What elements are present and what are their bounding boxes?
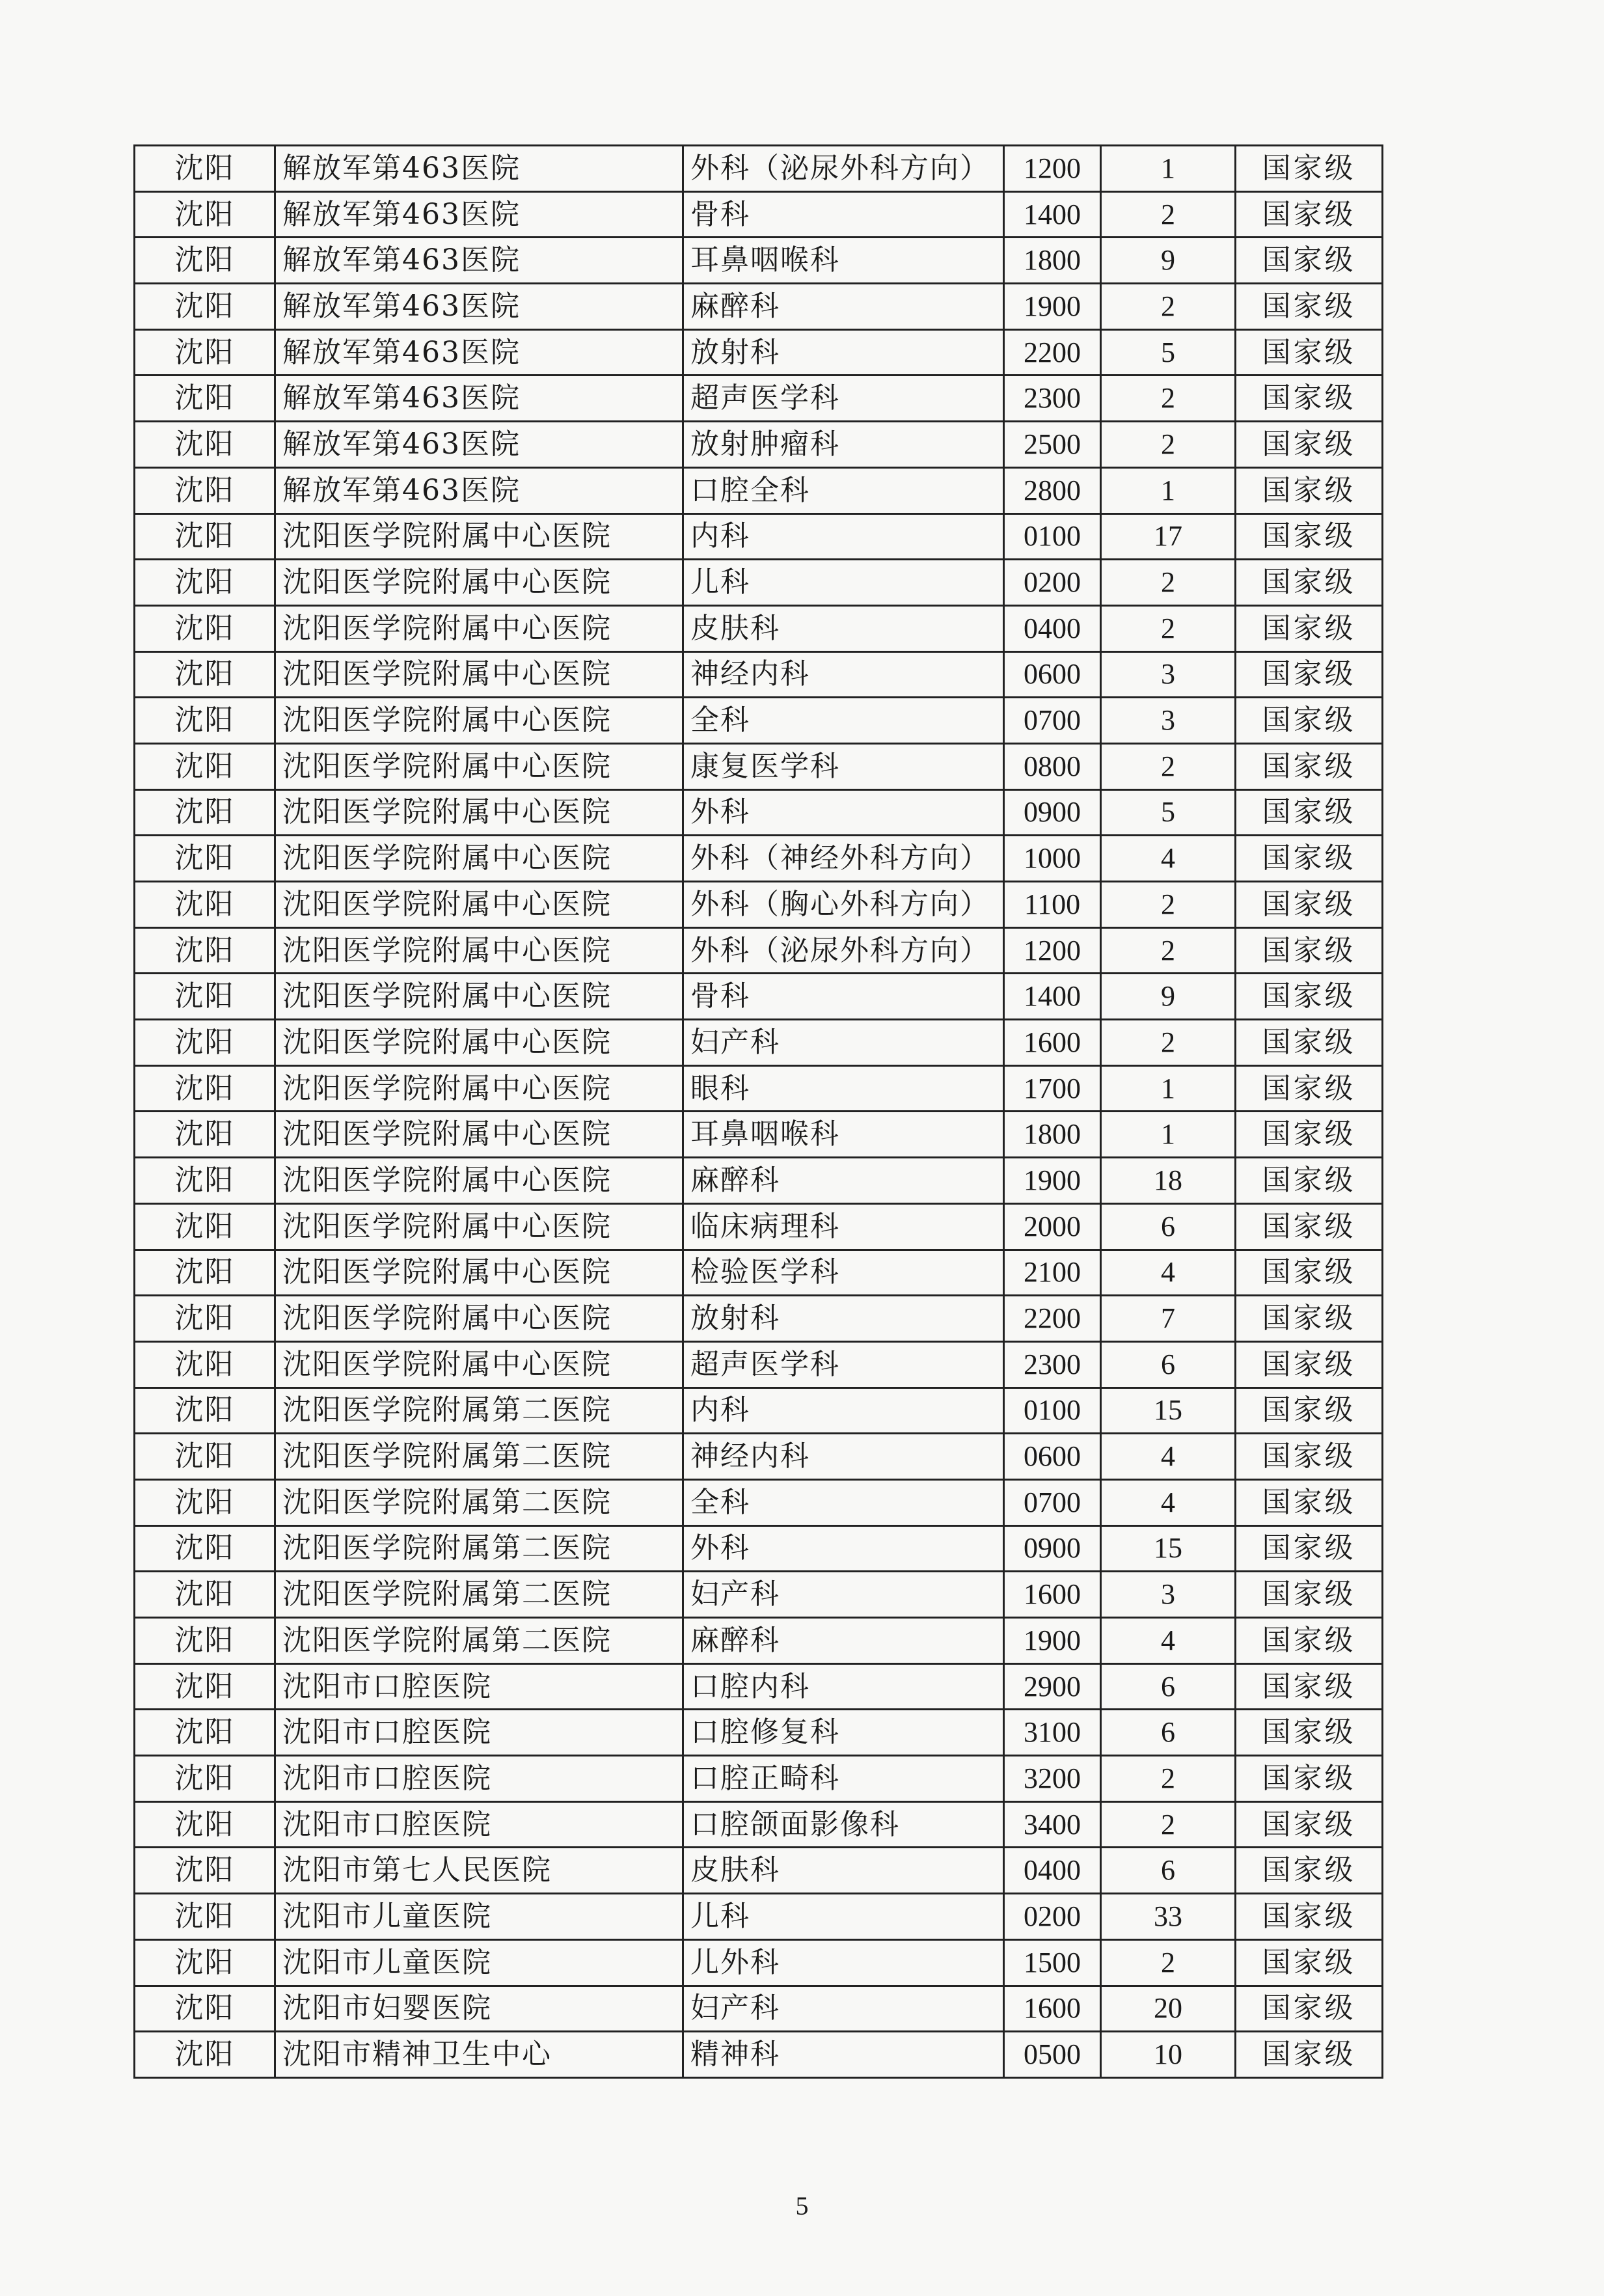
- hospital-name-cell: 沈阳市口腔医院: [275, 1710, 683, 1756]
- hospital-name-cell: 沈阳医学院附属中心医院: [275, 1065, 683, 1112]
- specialty-code-cell: 1600: [1004, 1020, 1101, 1066]
- table-row: [135, 1710, 1383, 1756]
- city-cell: 沈阳: [135, 1112, 275, 1158]
- table-row: [135, 1296, 1383, 1342]
- quota-cell: 2: [1101, 191, 1236, 238]
- training-base-table: [133, 144, 1383, 2079]
- table-row: [135, 789, 1383, 836]
- quota-cell: 4: [1101, 1250, 1236, 1296]
- table-body: [135, 146, 1383, 2078]
- table-row: [135, 329, 1383, 376]
- hospital-name-cell: 沈阳医学院附属第二医院: [275, 1525, 683, 1572]
- level-cell: 国家级: [1236, 422, 1383, 468]
- specialty-code-cell: 0400: [1004, 605, 1101, 651]
- specialty-code-cell: 3400: [1004, 1801, 1101, 1848]
- specialty-code-cell: 1500: [1004, 1939, 1101, 1986]
- level-cell: 国家级: [1236, 467, 1383, 513]
- hospital-name-cell: 沈阳医学院附属第二医院: [275, 1618, 683, 1664]
- specialty-cell: 全科: [683, 698, 1004, 744]
- level-cell: 国家级: [1236, 882, 1383, 928]
- quota-cell: 6: [1101, 1710, 1236, 1756]
- specialty-cell: 儿外科: [683, 1939, 1004, 1986]
- hospital-name-cell: 沈阳医学院附属第二医院: [275, 1572, 683, 1618]
- quota-cell: 2: [1101, 882, 1236, 928]
- specialty-cell: 临床病理科: [683, 1203, 1004, 1250]
- specialty-code-cell: 2200: [1004, 1296, 1101, 1342]
- quota-cell: 17: [1101, 513, 1236, 560]
- level-cell: 国家级: [1236, 1986, 1383, 2032]
- specialty-cell: 麻醉科: [683, 1158, 1004, 1204]
- level-cell: 国家级: [1236, 560, 1383, 606]
- city-cell: 沈阳: [135, 1158, 275, 1204]
- level-cell: 国家级: [1236, 743, 1383, 789]
- quota-cell: 4: [1101, 1434, 1236, 1480]
- specialty-code-cell: 0100: [1004, 513, 1101, 560]
- table-row: [135, 1112, 1383, 1158]
- table-row: [135, 1020, 1383, 1066]
- specialty-cell: 口腔正畸科: [683, 1756, 1004, 1802]
- specialty-cell: 眼科: [683, 1065, 1004, 1112]
- city-cell: 沈阳: [135, 1387, 275, 1434]
- table-row: [135, 1939, 1383, 1986]
- specialty-cell: 超声医学科: [683, 376, 1004, 422]
- hospital-name-cell: 沈阳医学院附属中心医院: [275, 1112, 683, 1158]
- level-cell: 国家级: [1236, 1572, 1383, 1618]
- table-row: [135, 836, 1383, 882]
- hospital-name-cell: 解放军第463医院: [275, 422, 683, 468]
- table-row: [135, 376, 1383, 422]
- hospital-name-cell: 沈阳医学院附属中心医院: [275, 560, 683, 606]
- table-row: [135, 1158, 1383, 1204]
- quota-cell: 15: [1101, 1525, 1236, 1572]
- specialty-code-cell: 0700: [1004, 1479, 1101, 1525]
- hospital-name-cell: 沈阳医学院附属中心医院: [275, 605, 683, 651]
- quota-cell: 3: [1101, 1572, 1236, 1618]
- hospital-name-cell: 解放军第463医院: [275, 146, 683, 192]
- specialty-cell: 内科: [683, 1387, 1004, 1434]
- quota-cell: 2: [1101, 1801, 1236, 1848]
- specialty-cell: 外科（泌尿外科方向）: [683, 927, 1004, 974]
- city-cell: 沈阳: [135, 560, 275, 606]
- table-row: [135, 513, 1383, 560]
- hospital-name-cell: 沈阳医学院附属中心医院: [275, 1158, 683, 1204]
- specialty-code-cell: 0200: [1004, 560, 1101, 606]
- specialty-cell: 妇产科: [683, 1020, 1004, 1066]
- specialty-cell: 全科: [683, 1479, 1004, 1525]
- level-cell: 国家级: [1236, 1801, 1383, 1848]
- specialty-cell: 麻醉科: [683, 1618, 1004, 1664]
- city-cell: 沈阳: [135, 1479, 275, 1525]
- hospital-name-cell: 沈阳医学院附属中心医院: [275, 882, 683, 928]
- quota-cell: 5: [1101, 789, 1236, 836]
- specialty-code-cell: 1900: [1004, 1158, 1101, 1204]
- specialty-cell: 口腔修复科: [683, 1710, 1004, 1756]
- quota-cell: 2: [1101, 1939, 1236, 1986]
- city-cell: 沈阳: [135, 1801, 275, 1848]
- specialty-code-cell: 2900: [1004, 1663, 1101, 1710]
- level-cell: 国家级: [1236, 605, 1383, 651]
- table-row: [135, 743, 1383, 789]
- city-cell: 沈阳: [135, 1756, 275, 1802]
- specialty-code-cell: 1200: [1004, 146, 1101, 192]
- hospital-name-cell: 沈阳医学院附属中心医院: [275, 651, 683, 698]
- table-row: [135, 238, 1383, 284]
- city-cell: 沈阳: [135, 238, 275, 284]
- specialty-code-cell: 0800: [1004, 743, 1101, 789]
- hospital-name-cell: 沈阳医学院附属中心医院: [275, 698, 683, 744]
- level-cell: 国家级: [1236, 1387, 1383, 1434]
- specialty-cell: 检验医学科: [683, 1250, 1004, 1296]
- specialty-cell: 口腔全科: [683, 467, 1004, 513]
- table-row: [135, 284, 1383, 330]
- table-row: [135, 1434, 1383, 1480]
- hospital-name-cell: 沈阳医学院附属第二医院: [275, 1387, 683, 1434]
- quota-cell: 6: [1101, 1341, 1236, 1387]
- specialty-code-cell: 0700: [1004, 698, 1101, 744]
- specialty-cell: 耳鼻咽喉科: [683, 1112, 1004, 1158]
- level-cell: 国家级: [1236, 651, 1383, 698]
- city-cell: 沈阳: [135, 146, 275, 192]
- hospital-name-cell: 沈阳市妇婴医院: [275, 1986, 683, 2032]
- city-cell: 沈阳: [135, 1525, 275, 1572]
- level-cell: 国家级: [1236, 1434, 1383, 1480]
- hospital-name-cell: 解放军第463医院: [275, 238, 683, 284]
- city-cell: 沈阳: [135, 789, 275, 836]
- hospital-name-cell: 沈阳市精神卫生中心: [275, 2032, 683, 2078]
- specialty-code-cell: 2500: [1004, 422, 1101, 468]
- table-row: [135, 1756, 1383, 1802]
- specialty-code-cell: 2000: [1004, 1203, 1101, 1250]
- quota-cell: 2: [1101, 743, 1236, 789]
- hospital-name-cell: 沈阳市口腔医院: [275, 1663, 683, 1710]
- city-cell: 沈阳: [135, 1663, 275, 1710]
- city-cell: 沈阳: [135, 422, 275, 468]
- level-cell: 国家级: [1236, 191, 1383, 238]
- city-cell: 沈阳: [135, 329, 275, 376]
- table-row: [135, 1065, 1383, 1112]
- specialty-cell: 康复医学科: [683, 743, 1004, 789]
- quota-cell: 33: [1101, 1894, 1236, 1940]
- specialty-code-cell: 0600: [1004, 651, 1101, 698]
- hospital-name-cell: 解放军第463医院: [275, 284, 683, 330]
- quota-cell: 3: [1101, 698, 1236, 744]
- level-cell: 国家级: [1236, 513, 1383, 560]
- level-cell: 国家级: [1236, 1112, 1383, 1158]
- quota-cell: 1: [1101, 1065, 1236, 1112]
- quota-cell: 5: [1101, 329, 1236, 376]
- specialty-code-cell: 0100: [1004, 1387, 1101, 1434]
- table-row: [135, 605, 1383, 651]
- city-cell: 沈阳: [135, 2032, 275, 2078]
- city-cell: 沈阳: [135, 1939, 275, 1986]
- table-row: [135, 927, 1383, 974]
- hospital-name-cell: 沈阳医学院附属中心医院: [275, 1296, 683, 1342]
- specialty-code-cell: 0400: [1004, 1848, 1101, 1894]
- city-cell: 沈阳: [135, 836, 275, 882]
- specialty-cell: 放射科: [683, 329, 1004, 376]
- city-cell: 沈阳: [135, 1250, 275, 1296]
- specialty-code-cell: 2100: [1004, 1250, 1101, 1296]
- level-cell: 国家级: [1236, 1479, 1383, 1525]
- city-cell: 沈阳: [135, 1020, 275, 1066]
- hospital-name-cell: 解放军第463医院: [275, 467, 683, 513]
- hospital-name-cell: 沈阳医学院附属中心医院: [275, 1203, 683, 1250]
- specialty-cell: 放射科: [683, 1296, 1004, 1342]
- hospital-name-cell: 沈阳市第七人民医院: [275, 1848, 683, 1894]
- table-row: [135, 974, 1383, 1020]
- table-row: [135, 422, 1383, 468]
- specialty-cell: 耳鼻咽喉科: [683, 238, 1004, 284]
- city-cell: 沈阳: [135, 927, 275, 974]
- table-row: [135, 651, 1383, 698]
- quota-cell: 4: [1101, 1618, 1236, 1664]
- specialty-cell: 超声医学科: [683, 1341, 1004, 1387]
- level-cell: 国家级: [1236, 238, 1383, 284]
- hospital-name-cell: 沈阳市儿童医院: [275, 1939, 683, 1986]
- city-cell: 沈阳: [135, 1341, 275, 1387]
- table-row: [135, 560, 1383, 606]
- specialty-code-cell: 3200: [1004, 1756, 1101, 1802]
- table-row: [135, 1525, 1383, 1572]
- level-cell: 国家级: [1236, 789, 1383, 836]
- specialty-cell: 儿科: [683, 560, 1004, 606]
- table-row: [135, 2032, 1383, 2078]
- hospital-name-cell: 沈阳市儿童医院: [275, 1894, 683, 1940]
- table-row: [135, 1894, 1383, 1940]
- specialty-code-cell: 2200: [1004, 329, 1101, 376]
- level-cell: 国家级: [1236, 1894, 1383, 1940]
- specialty-code-cell: 1600: [1004, 1986, 1101, 2032]
- hospital-name-cell: 沈阳市口腔医院: [275, 1801, 683, 1848]
- specialty-code-cell: 1400: [1004, 191, 1101, 238]
- city-cell: 沈阳: [135, 1572, 275, 1618]
- city-cell: 沈阳: [135, 376, 275, 422]
- quota-cell: 4: [1101, 1479, 1236, 1525]
- table-row: [135, 882, 1383, 928]
- level-cell: 国家级: [1236, 1663, 1383, 1710]
- specialty-code-cell: 3100: [1004, 1710, 1101, 1756]
- quota-cell: 2: [1101, 927, 1236, 974]
- level-cell: 国家级: [1236, 146, 1383, 192]
- quota-cell: 2: [1101, 376, 1236, 422]
- specialty-code-cell: 2300: [1004, 376, 1101, 422]
- table-row: [135, 1986, 1383, 2032]
- table-row: [135, 1341, 1383, 1387]
- quota-cell: 9: [1101, 974, 1236, 1020]
- city-cell: 沈阳: [135, 1203, 275, 1250]
- table-row: [135, 698, 1383, 744]
- city-cell: 沈阳: [135, 191, 275, 238]
- table-row: [135, 1572, 1383, 1618]
- quota-cell: 18: [1101, 1158, 1236, 1204]
- hospital-name-cell: 沈阳医学院附属中心医院: [275, 927, 683, 974]
- city-cell: 沈阳: [135, 467, 275, 513]
- specialty-code-cell: 0900: [1004, 1525, 1101, 1572]
- level-cell: 国家级: [1236, 836, 1383, 882]
- hospital-name-cell: 沈阳医学院附属中心医院: [275, 513, 683, 560]
- specialty-cell: 麻醉科: [683, 284, 1004, 330]
- specialty-cell: 外科: [683, 789, 1004, 836]
- specialty-cell: 外科（泌尿外科方向）: [683, 146, 1004, 192]
- quota-cell: 1: [1101, 467, 1236, 513]
- table-row: [135, 1387, 1383, 1434]
- table-row: [135, 1618, 1383, 1664]
- specialty-cell: 放射肿瘤科: [683, 422, 1004, 468]
- level-cell: 国家级: [1236, 329, 1383, 376]
- table-row: [135, 1250, 1383, 1296]
- table-row: [135, 1203, 1383, 1250]
- city-cell: 沈阳: [135, 974, 275, 1020]
- table-row: [135, 467, 1383, 513]
- hospital-name-cell: 解放军第463医院: [275, 376, 683, 422]
- city-cell: 沈阳: [135, 882, 275, 928]
- table-row: [135, 1801, 1383, 1848]
- specialty-code-cell: 0500: [1004, 2032, 1101, 2078]
- city-cell: 沈阳: [135, 1065, 275, 1112]
- level-cell: 国家级: [1236, 1065, 1383, 1112]
- specialty-code-cell: 1800: [1004, 1112, 1101, 1158]
- specialty-cell: 儿科: [683, 1894, 1004, 1940]
- table-row: [135, 146, 1383, 192]
- city-cell: 沈阳: [135, 605, 275, 651]
- level-cell: 国家级: [1236, 974, 1383, 1020]
- level-cell: 国家级: [1236, 1020, 1383, 1066]
- hospital-name-cell: 沈阳医学院附属中心医院: [275, 789, 683, 836]
- hospital-name-cell: 沈阳医学院附属中心医院: [275, 1250, 683, 1296]
- quota-cell: 15: [1101, 1387, 1236, 1434]
- specialty-cell: 外科（胸心外科方向）: [683, 882, 1004, 928]
- specialty-cell: 外科: [683, 1525, 1004, 1572]
- specialty-code-cell: 1200: [1004, 927, 1101, 974]
- specialty-cell: 外科（神经外科方向）: [683, 836, 1004, 882]
- city-cell: 沈阳: [135, 1434, 275, 1480]
- page-number: 5: [795, 2191, 809, 2221]
- quota-cell: 6: [1101, 1848, 1236, 1894]
- level-cell: 国家级: [1236, 284, 1383, 330]
- level-cell: 国家级: [1236, 1250, 1383, 1296]
- specialty-code-cell: 1800: [1004, 238, 1101, 284]
- city-cell: 沈阳: [135, 651, 275, 698]
- specialty-code-cell: 0200: [1004, 1894, 1101, 1940]
- hospital-name-cell: 沈阳医学院附属中心医院: [275, 974, 683, 1020]
- city-cell: 沈阳: [135, 1710, 275, 1756]
- level-cell: 国家级: [1236, 2032, 1383, 2078]
- hospital-name-cell: 沈阳医学院附属第二医院: [275, 1434, 683, 1480]
- specialty-cell: 口腔内科: [683, 1663, 1004, 1710]
- level-cell: 国家级: [1236, 1848, 1383, 1894]
- specialty-code-cell: 1000: [1004, 836, 1101, 882]
- quota-cell: 1: [1101, 1112, 1236, 1158]
- specialty-cell: 皮肤科: [683, 605, 1004, 651]
- city-cell: 沈阳: [135, 698, 275, 744]
- city-cell: 沈阳: [135, 1296, 275, 1342]
- specialty-code-cell: 2800: [1004, 467, 1101, 513]
- specialty-code-cell: 1600: [1004, 1572, 1101, 1618]
- specialty-code-cell: 1400: [1004, 974, 1101, 1020]
- city-cell: 沈阳: [135, 1894, 275, 1940]
- specialty-cell: 骨科: [683, 191, 1004, 238]
- specialty-cell: 神经内科: [683, 1434, 1004, 1480]
- level-cell: 国家级: [1236, 1710, 1383, 1756]
- quota-cell: 2: [1101, 560, 1236, 606]
- level-cell: 国家级: [1236, 1525, 1383, 1572]
- level-cell: 国家级: [1236, 1756, 1383, 1802]
- quota-cell: 2: [1101, 605, 1236, 651]
- hospital-name-cell: 沈阳医学院附属中心医院: [275, 1341, 683, 1387]
- hospital-name-cell: 沈阳市口腔医院: [275, 1756, 683, 1802]
- table-row: [135, 1479, 1383, 1525]
- quota-cell: 6: [1101, 1203, 1236, 1250]
- quota-cell: 1: [1101, 146, 1236, 192]
- specialty-code-cell: 1900: [1004, 284, 1101, 330]
- quota-cell: 9: [1101, 238, 1236, 284]
- specialty-cell: 精神科: [683, 2032, 1004, 2078]
- city-cell: 沈阳: [135, 1848, 275, 1894]
- table-row: [135, 1848, 1383, 1894]
- level-cell: 国家级: [1236, 1939, 1383, 1986]
- level-cell: 国家级: [1236, 1618, 1383, 1664]
- specialty-cell: 皮肤科: [683, 1848, 1004, 1894]
- quota-cell: 4: [1101, 836, 1236, 882]
- level-cell: 国家级: [1236, 698, 1383, 744]
- specialty-cell: 神经内科: [683, 651, 1004, 698]
- hospital-name-cell: 解放军第463医院: [275, 329, 683, 376]
- level-cell: 国家级: [1236, 927, 1383, 974]
- city-cell: 沈阳: [135, 1618, 275, 1664]
- table-row: [135, 1663, 1383, 1710]
- specialty-code-cell: 2300: [1004, 1341, 1101, 1387]
- specialty-code-cell: 1900: [1004, 1618, 1101, 1664]
- quota-cell: 3: [1101, 651, 1236, 698]
- level-cell: 国家级: [1236, 1296, 1383, 1342]
- level-cell: 国家级: [1236, 1203, 1383, 1250]
- quota-cell: 2: [1101, 1020, 1236, 1066]
- specialty-code-cell: 0600: [1004, 1434, 1101, 1480]
- quota-cell: 20: [1101, 1986, 1236, 2032]
- city-cell: 沈阳: [135, 743, 275, 789]
- hospital-name-cell: 沈阳医学院附属中心医院: [275, 836, 683, 882]
- specialty-cell: 妇产科: [683, 1572, 1004, 1618]
- quota-cell: 10: [1101, 2032, 1236, 2078]
- table-row: [135, 191, 1383, 238]
- specialty-cell: 口腔颌面影像科: [683, 1801, 1004, 1848]
- level-cell: 国家级: [1236, 1341, 1383, 1387]
- city-cell: 沈阳: [135, 284, 275, 330]
- quota-cell: 6: [1101, 1663, 1236, 1710]
- hospital-name-cell: 解放军第463医院: [275, 191, 683, 238]
- city-cell: 沈阳: [135, 513, 275, 560]
- specialty-code-cell: 1700: [1004, 1065, 1101, 1112]
- hospital-name-cell: 沈阳医学院附属第二医院: [275, 1479, 683, 1525]
- quota-cell: 2: [1101, 284, 1236, 330]
- quota-cell: 2: [1101, 1756, 1236, 1802]
- specialty-cell: 骨科: [683, 974, 1004, 1020]
- specialty-code-cell: 0900: [1004, 789, 1101, 836]
- hospital-name-cell: 沈阳医学院附属中心医院: [275, 1020, 683, 1066]
- quota-cell: 7: [1101, 1296, 1236, 1342]
- hospital-name-cell: 沈阳医学院附属中心医院: [275, 743, 683, 789]
- level-cell: 国家级: [1236, 376, 1383, 422]
- city-cell: 沈阳: [135, 1986, 275, 2032]
- level-cell: 国家级: [1236, 1158, 1383, 1204]
- specialty-cell: 内科: [683, 513, 1004, 560]
- quota-cell: 2: [1101, 422, 1236, 468]
- specialty-code-cell: 1100: [1004, 882, 1101, 928]
- specialty-cell: 妇产科: [683, 1986, 1004, 2032]
